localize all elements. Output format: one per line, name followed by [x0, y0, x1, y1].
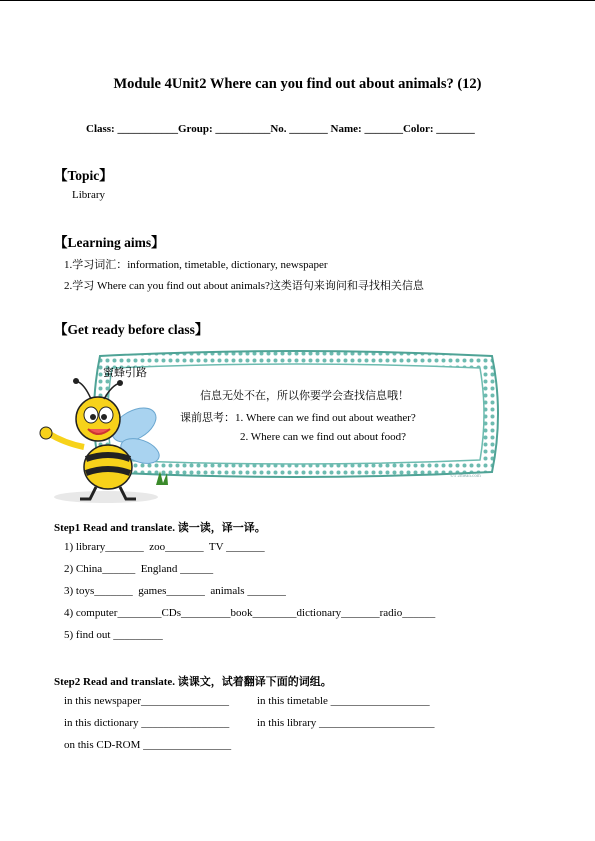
step1-line: 5) find out _________ — [64, 629, 163, 641]
step2-item: in this library _____________________ — [257, 717, 435, 729]
page-title: Module 4Unit2 Where can you find out about animals? (12) — [113, 76, 482, 92]
topic-header: 【Topic】 — [54, 168, 113, 183]
step1-line: 2) China______ England ______ — [64, 563, 214, 575]
step2-item: in this newspaper________________ — [64, 695, 229, 707]
step2-item: on this CD-ROM ________________ — [64, 739, 232, 751]
box-line: 2. Where can we find out about food? — [240, 431, 406, 443]
box-line: 信息无处不在，所以你要学会查找信息哦！ — [200, 390, 409, 402]
step2-title: Step2 Read and translate. 读课文，试着翻译下面的词组。 — [54, 676, 332, 688]
learning-aim-item: 1.学习词汇：information, timetable, dictionary, newspaper — [64, 259, 328, 271]
box-title: 蜜蜂引路 — [103, 367, 147, 379]
get-ready-header: 【Get ready before class】 — [54, 322, 209, 337]
step1-title: Step1 Read and translate. 读一读，译一译。 — [54, 522, 266, 534]
top-rule — [0, 0, 595, 1]
step1-line: 4) computer________CDs_________book________dictionary_______radio______ — [64, 607, 436, 619]
step2-item: in this timetable __________________ — [257, 695, 430, 707]
step2-item: in this dictionary ________________ — [64, 717, 230, 729]
box-line: 课前思考：1. Where can we find out about weather? — [180, 412, 416, 424]
learning-aim-item: 2.学习 Where can you find out about animals?这类语句来询问和寻找相关信息 — [64, 280, 424, 292]
class-info-line: Class: ___________Group: __________No. _______ Name: _______Color: _______ — [86, 123, 475, 135]
step1-line: 3) toys_______ games_______ animals _______ — [64, 585, 286, 597]
learning-aims-header: 【Learning aims】 — [54, 235, 165, 250]
watermark-text: ©1 2mean.com — [450, 474, 481, 479]
step1-line: 1) library_______ zoo_______ TV _______ — [64, 541, 265, 553]
topic-text: Library — [72, 189, 105, 201]
